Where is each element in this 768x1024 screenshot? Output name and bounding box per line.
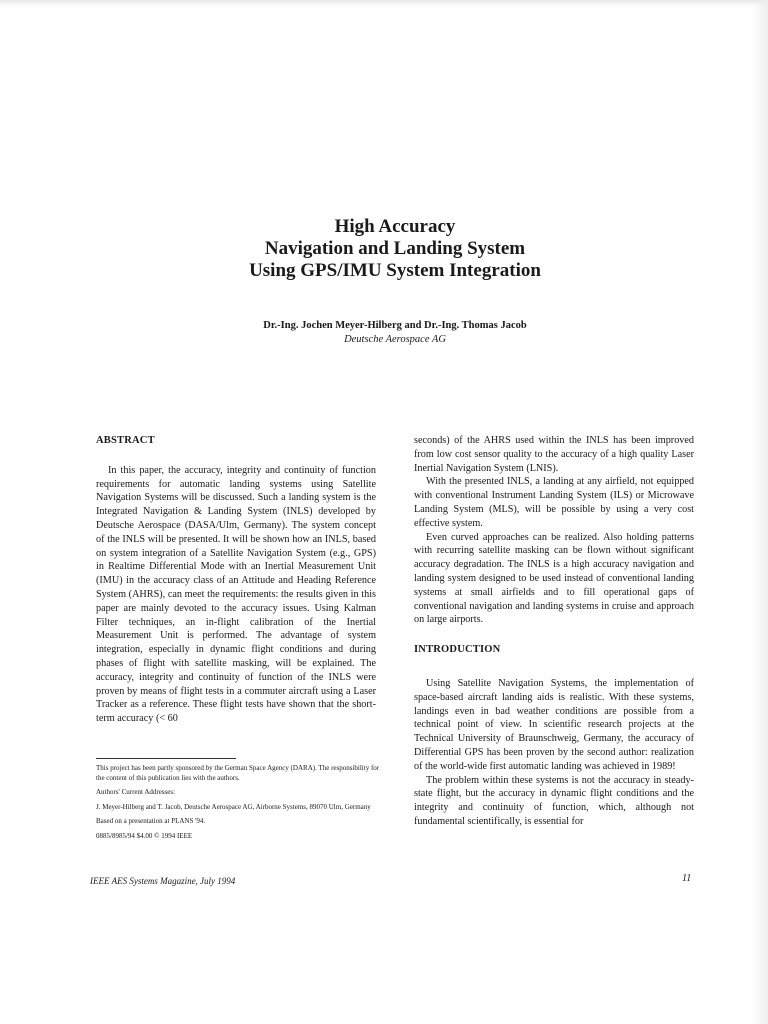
right-column — [414, 434, 694, 829]
title-line-1: High Accuracy — [334, 216, 456, 237]
right-paragraph-1: seconds) of the AHRS used within the INLS has been improved from low cost sensor quality to the accuracy of a high quality Laser Inertial Navigation System (LNIS). — [414, 435, 694, 474]
footnote-sponsor: This project has been partly sponsored by the German Space Agency (DARA). The responsibility for the content of this publication lies with the authors. — [96, 764, 380, 782]
footnote-presentation: Based on a presentation at PLANS '94. — [96, 817, 206, 825]
title-line-3: Using GPS/IMU System Integration — [249, 260, 541, 281]
title-line-2: Navigation and Landing System — [264, 238, 526, 259]
paper-title — [0, 216, 768, 282]
right-paragraph-5: The problem within these systems is not the accuracy in steady-state flight, but the accuracy in dynamic flight conditions and the integrity and continuity of function, which, although not fundamental scientifically, is essential for — [414, 774, 694, 827]
right-paragraph-2: With the presented INLS, a landing at any airfield, not equipped with conventional Instrument Landing System (ILS) or Microwave Landing System (MLS), will be possible by using a very cost effective system. — [414, 476, 694, 529]
footnote-addresses: J. Meyer-Hilberg and T. Jacob, Deutsche Aerospace AG, Airborne Systems, 89070 Ulm, Germany — [96, 802, 371, 811]
author-affiliation: Deutsche Aerospace AG — [344, 334, 446, 345]
left-column — [96, 434, 376, 726]
introduction-heading: INTRODUCTION — [414, 644, 501, 656]
scan-right-edge — [752, 0, 768, 1024]
author-block — [0, 319, 768, 347]
page-number: 11 — [682, 873, 692, 884]
footnotes — [96, 764, 386, 846]
journal-footer: IEEE AES Systems Magazine, July 1994 — [90, 876, 236, 886]
abstract-text: In this paper, the accuracy, integrity and continuity of function requirements for automatic landing systems using Satellite Navigation Systems will be discussed. Such a landing system is the Integrated Navigation & Landing System (INLS) developed by Deutsche Aerospace (DASA/Ulm, Germany). The system concept of the INLS will be presented. It will be shown how an INLS, based on system integration of a Satellite Navigation System (e.g., GPS) in Realtime Differential Mode with an Inertial Measurement Unit (IMU) in the accuracy class of an Attitude and Heading Reference System (AHRS), can meet the requirements: the results given in this paper are mainly devoted to the accuracy issues. Using Kalman Filter techniques, an in-flight calibration of the Inertial Measurement Unit is performed. The advantage of system integration, especially in dynamic flight conditions and during phases of flight with satellite masking, will be explained. The accuracy, integrity and continuity of function of the INLS were proven by means of flight tests in a commuter aircraft using a Laser Tracker as a reference. These flight tests have shown that the short-term accuracy (< 60 — [96, 464, 376, 725]
footnote-addresses-label: Authors' Current Addresses: — [96, 788, 176, 796]
scan-top-shadow — [0, 0, 768, 6]
abstract-heading: ABSTRACT — [96, 435, 155, 446]
right-paragraph-4: Using Satellite Navigation Systems, the implementation of space-based aircraft landing aids is realistic. With these systems, landings even in bad weather conditions are possible from a technical point of view. In scientific research projects at the Technical University of Braunschweig, Germany, the accuracy of Differential GPS has been proven by the second author: realization of the world-wide first automatic landing was achieved in 1989! — [414, 677, 694, 772]
footnote-divider — [96, 758, 236, 759]
author-names: Dr.-Ing. Jochen Meyer-Hilberg and Dr.-Ing. Thomas Jacob — [263, 320, 527, 331]
right-paragraph-3: Even curved approaches can be realized. Also holding patterns with recurring satellite masking can be flown without significant accuracy degradation. The INLS is a high accuracy navigation and landing system designed to be used instead of conventional landing systems at small airfields and to fill operational gaps of conventional navigation and landing systems in cruise and approach on large airports. — [414, 531, 694, 626]
footnote-copyright: 0885/8985/94 $4.00 © 1994 IEEE — [96, 831, 193, 840]
